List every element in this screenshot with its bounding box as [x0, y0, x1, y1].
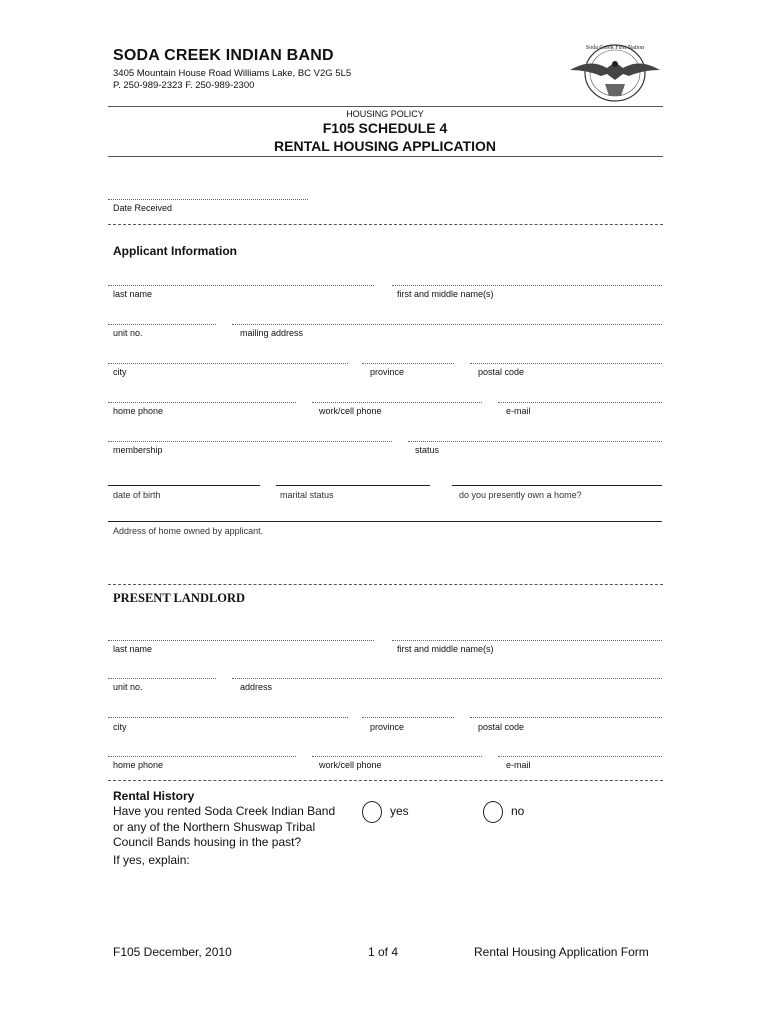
band-logo	[565, 40, 665, 106]
applicant-membership-label: membership	[113, 445, 163, 455]
landlord-last-name-field[interactable]	[108, 640, 374, 641]
organization-name: SODA CREEK INDIAN BAND	[113, 47, 334, 64]
applicant-dob-label: date of birth	[113, 490, 161, 500]
applicant-work-phone-label: work/cell phone	[319, 406, 382, 416]
home-owned-address-field[interactable]	[108, 521, 662, 522]
rental-history-heading: Rental History	[113, 789, 195, 803]
landlord-address-field[interactable]	[232, 678, 662, 679]
landlord-work-phone-field[interactable]	[312, 756, 482, 757]
landlord-address-label: address	[240, 682, 273, 692]
applicant-unit-label: unit no.	[113, 328, 143, 338]
landlord-home-phone-field[interactable]	[108, 756, 296, 757]
organization-address: 3405 Mountain House Road Williams Lake, BC V2G 5L5	[113, 68, 352, 79]
applicant-own-home-label: do you presently own a home?	[459, 490, 582, 500]
applicant-email-field[interactable]	[498, 402, 662, 403]
applicant-last-name-field[interactable]	[108, 285, 374, 286]
landlord-unit-field[interactable]	[108, 678, 216, 679]
rental-history-question	[113, 804, 335, 868]
section-divider	[108, 224, 663, 225]
date-received-label: Date Received	[113, 203, 173, 213]
footer-form-name: Rental Housing Application Form	[474, 945, 649, 959]
form-title: RENTAL HOUSING APPLICATION	[274, 138, 496, 154]
landlord-city-field[interactable]	[108, 717, 348, 718]
applicant-email-label: e-mail	[506, 406, 531, 416]
applicant-marital-field[interactable]	[276, 485, 430, 486]
applicant-home-phone-label: home phone	[113, 406, 164, 416]
header-rule	[108, 106, 663, 107]
date-received-field[interactable]	[108, 199, 308, 200]
landlord-province-label: province	[370, 722, 405, 732]
applicant-work-phone-field[interactable]	[312, 402, 482, 403]
applicant-city-label: city	[113, 367, 127, 377]
rental-history-question-line1: Have you rented Soda Creek Indian Band	[113, 804, 336, 818]
applicant-unit-field[interactable]	[108, 324, 216, 325]
footer-form-date: F105 December, 2010	[113, 945, 232, 959]
landlord-last-name-label: last name	[113, 644, 153, 654]
landlord-postal-label: postal code	[478, 722, 525, 732]
applicant-mailing-address-field[interactable]	[232, 324, 662, 325]
landlord-city-label: city	[113, 722, 127, 732]
rental-history-yes-radio[interactable]	[362, 801, 382, 823]
rental-history-yes-label: yes	[390, 804, 409, 818]
landlord-postal-field[interactable]	[470, 717, 662, 718]
landlord-email-field[interactable]	[498, 756, 662, 757]
rental-history-no-radio[interactable]	[483, 801, 503, 823]
applicant-dob-field[interactable]	[108, 485, 260, 486]
applicant-mailing-address-label: mailing address	[240, 328, 304, 338]
applicant-postal-field[interactable]	[470, 363, 662, 364]
applicant-status-field[interactable]	[408, 441, 662, 442]
applicant-postal-label: postal code	[478, 367, 525, 377]
title-rule	[108, 156, 663, 157]
footer-page-number: 1 of 4	[368, 945, 399, 959]
applicant-marital-label: marital status	[280, 490, 334, 500]
landlord-heading: PRESENT LANDLORD	[113, 591, 246, 605]
landlord-province-field[interactable]	[362, 717, 454, 718]
rental-history-no-label: no	[511, 804, 525, 818]
policy-label: HOUSING POLICY	[346, 109, 424, 119]
applicant-status-label: status	[415, 445, 440, 455]
applicant-membership-field[interactable]	[108, 441, 392, 442]
applicant-home-phone-field[interactable]	[108, 402, 296, 403]
landlord-first-name-field[interactable]	[392, 640, 662, 641]
applicant-own-home-field[interactable]	[452, 485, 662, 486]
svg-text:Soda Creek First Nation: Soda Creek First Nation	[585, 45, 645, 51]
landlord-work-phone-label: work/cell phone	[319, 760, 382, 770]
applicant-province-label: province	[370, 367, 405, 377]
landlord-home-phone-label: home phone	[113, 760, 164, 770]
applicant-first-name-field[interactable]	[392, 285, 662, 286]
applicant-city-field[interactable]	[108, 363, 348, 364]
applicant-last-name-label: last name	[113, 289, 153, 299]
rental-history-question-line3: Council Bands housing in the past?	[113, 835, 302, 849]
applicant-province-field[interactable]	[362, 363, 454, 364]
rental-history-question-line2: or any of the Northern Shuswap Tribal	[113, 819, 316, 834]
landlord-email-label: e-mail	[506, 760, 531, 770]
rental-history-question-line4: If yes, explain:	[113, 852, 190, 867]
home-owned-address-label: Address of home owned by applicant.	[113, 526, 264, 536]
organization-contact	[113, 68, 351, 92]
schedule-title: F105 SCHEDULE 4	[322, 120, 448, 136]
applicant-heading: Applicant Information	[113, 244, 237, 258]
landlord-first-name-label: first and middle name(s)	[397, 644, 494, 654]
organization-phone-fax: P. 250-989-2323 F. 250-989-2300	[113, 80, 255, 91]
section-divider	[108, 584, 663, 585]
landlord-unit-label: unit no.	[113, 682, 143, 692]
applicant-first-name-label: first and middle name(s)	[397, 289, 494, 299]
section-divider	[108, 780, 663, 781]
